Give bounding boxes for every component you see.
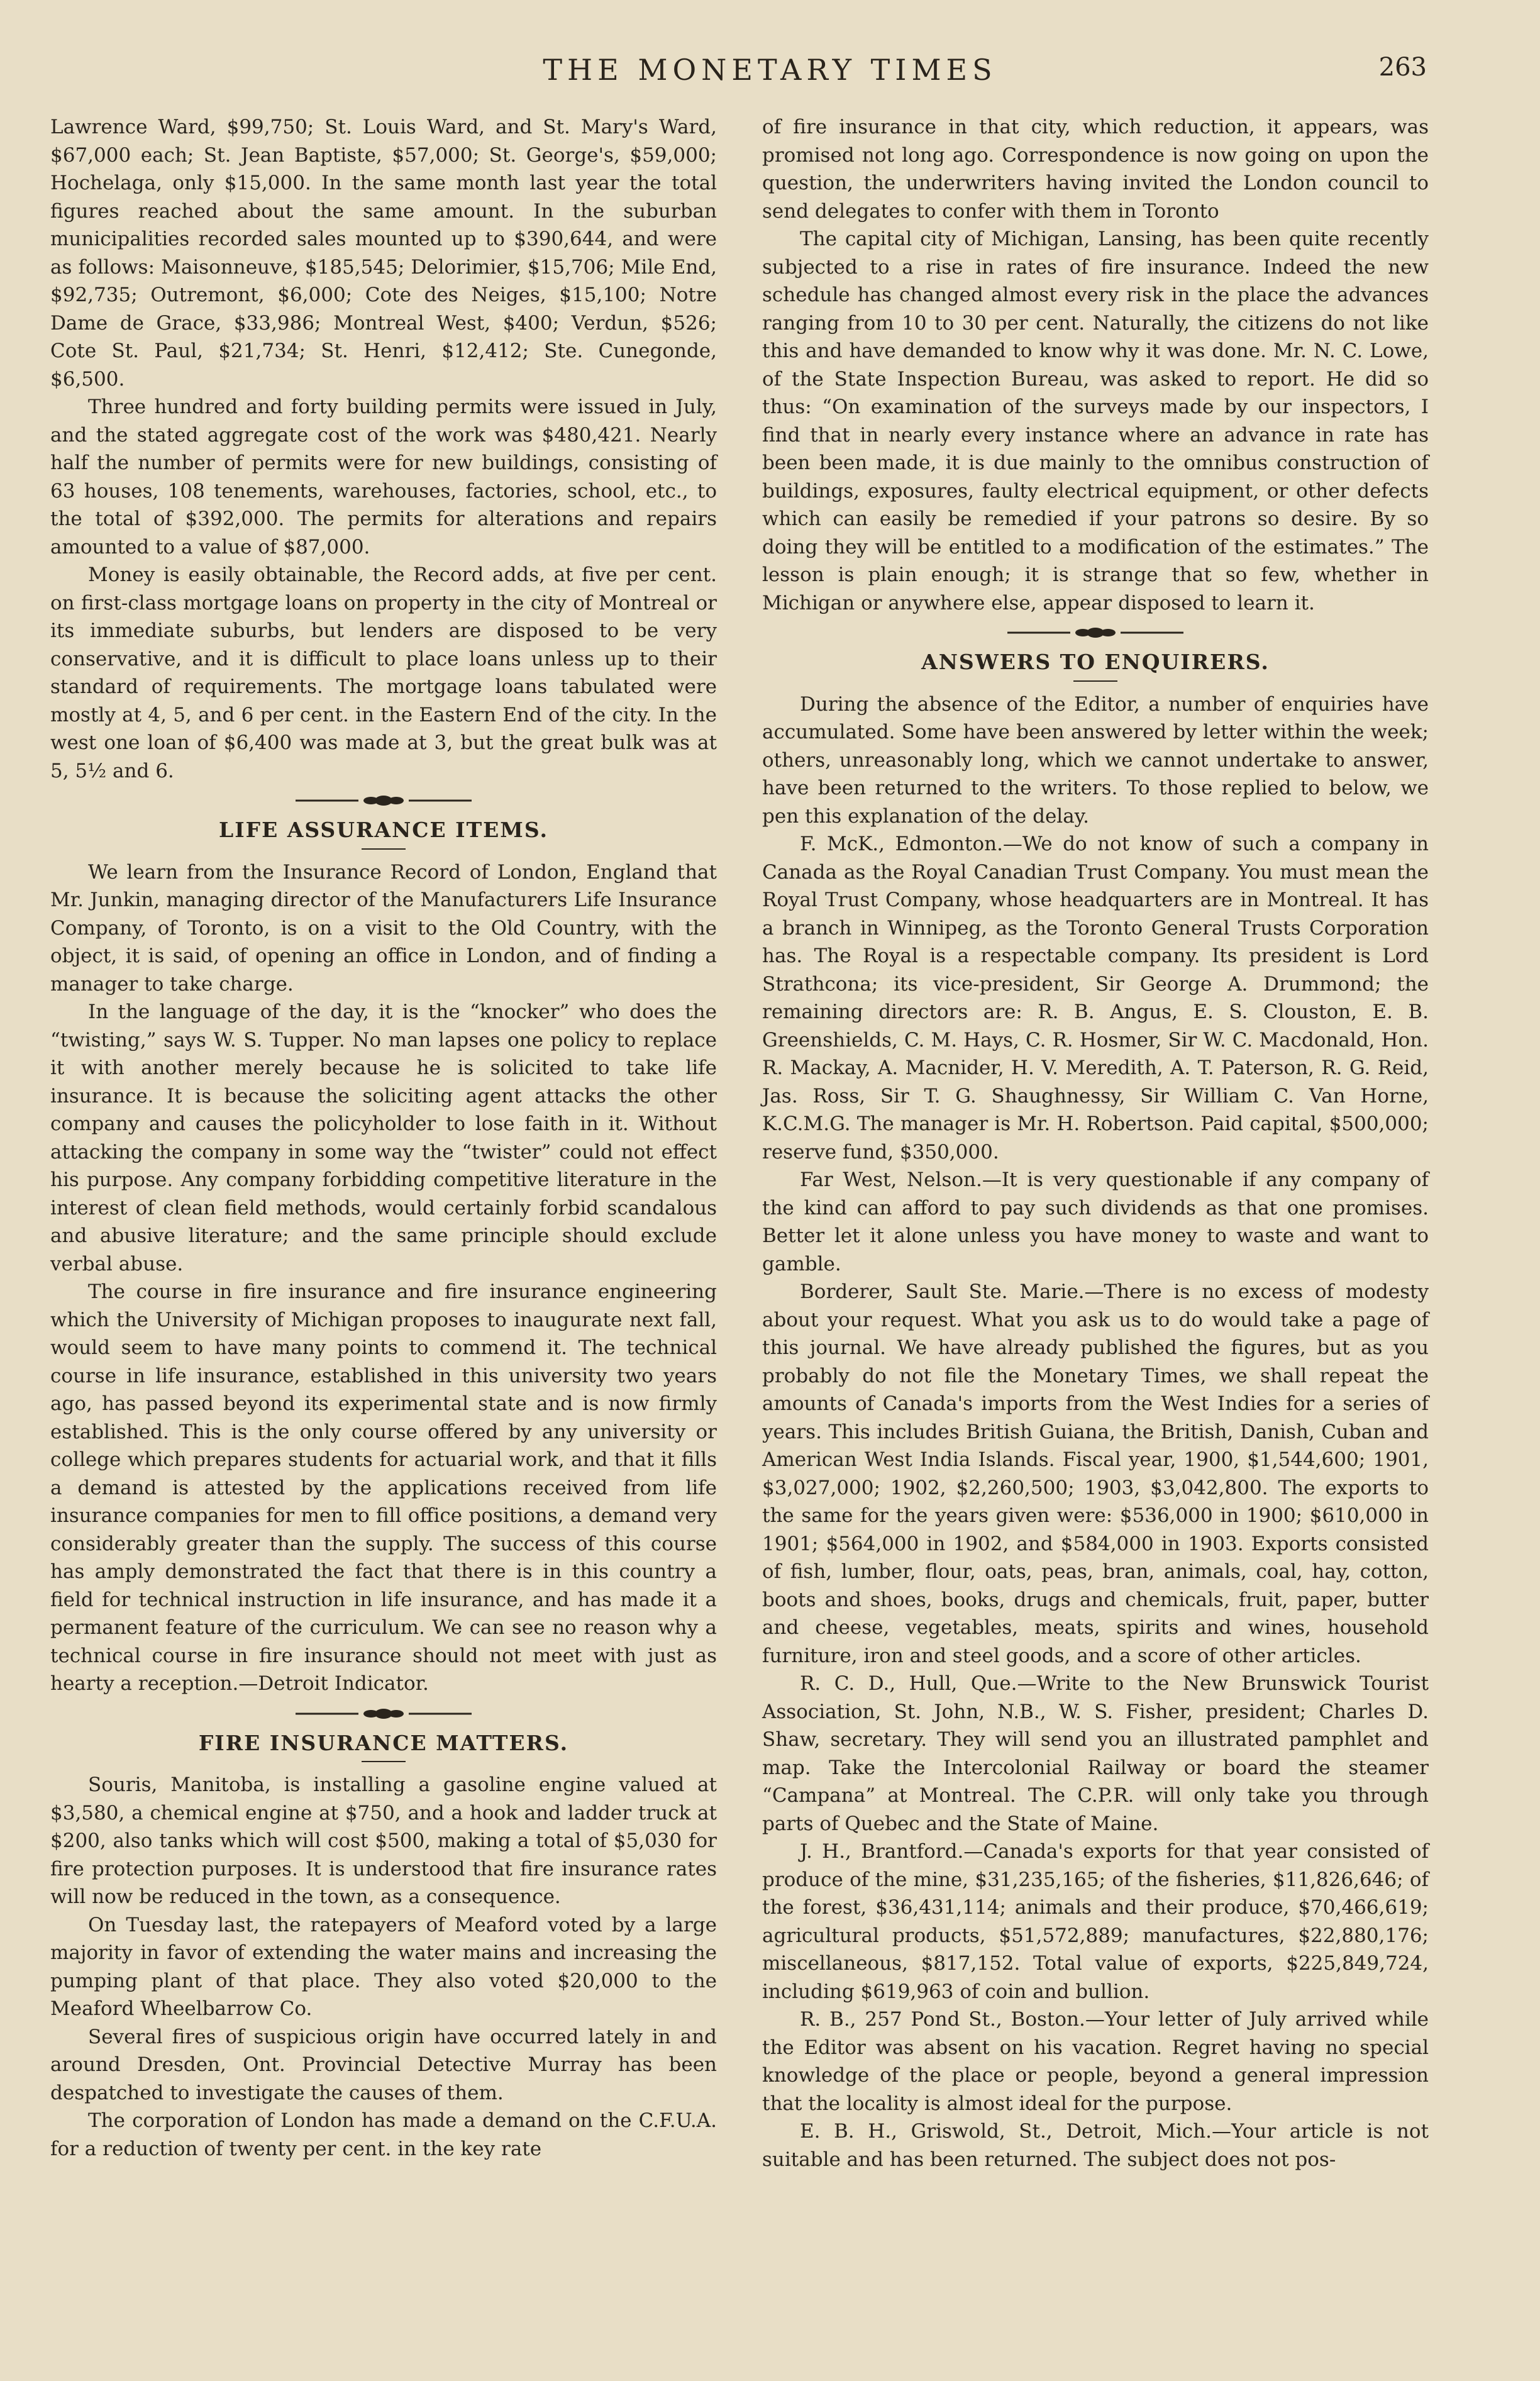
paragraph: Far West, Nelson.—It is very questionable if any company of the kind can afford to pay such dividends as that one promises. Better let it alone unless you have money to waste and want to gamble. <box>762 1168 1429 1275</box>
paragraph: The capital city of Michigan, Lansing, has been quite recently subjected to a rise in rates of fire insurance. Indeed the new schedule has changed almost every risk in the place the advances ranging from 10 to 30 per cent. Naturally, the citizens do not like this and have demanded to know why it was done. Mr. N. C. Lowe, of the State Inspection Bureau, was asked to report. He did so thus: “On examination of the surveys made by our inspectors, I find that in nearly every instance where an advance in rate has been been made, it is due mainly to the omnibus construction of buildings, exposures, faulty electrical equipment, or other defects which can easily be remedied if your patrons so desire. By so doing they will be entitled to a modification of the estimates.” The lesson is plain enough; it is strange that so few, whether in Michigan or anywhere else, appear disposed to learn it. <box>762 228 1429 614</box>
paragraph: Lawrence Ward, $99,750; St. Louis Ward, and St. Mary's Ward, $67,000 each; St. Jean Baptiste, $57,000; St. George's, $59,000; Hochelaga, only $15,000. In the same month last year the total figures reached about the same amount. In the suburban municipalities recorded sales mounted up to $390,644, and were as follows: Maisonneuve, $185,545; Delorimier, $15,706; Mile End, $92,735; Outremont, $6,000; Cote des Neiges, $15,100; Notre Dame de Grace, $33,986; Montreal West, $400; Verdun, $526; Cote St. Paul, $21,734; St. Henri, $12,412; Ste. Cunegonde, $6,500. <box>50 116 717 391</box>
paragraph: Three hundred and forty building permits were issued in July, and the stated aggregate cost of the work was $480,421. Nearly half the number of permits were for new buildings, consisting of 63 houses, 108 tenements, warehouses, factories, school, etc., to the total of $392,000. The permits for alterations and repairs amounted to a value of $87,000. <box>50 396 717 558</box>
masthead-title: THE MONETARY TIMES <box>543 53 997 87</box>
section-title-life-assurance: LIFE ASSURANCE ITEMS. <box>219 818 548 842</box>
section-title-answers: ANSWERS TO ENQUIRERS. <box>921 650 1270 674</box>
paragraph: The corporation of London has made a demand on the C.F.U.A. for a reduction of twenty per cent. in the key rate <box>50 2109 717 2160</box>
ornament-divider <box>289 794 478 808</box>
paragraph: E. B. H., Griswold, St., Detroit, Mich.—Your article is not suitable and has been returned. The subject does not pos- <box>762 2120 1429 2171</box>
paragraph: R. B., 257 Pond St., Boston.—Your letter of July arrived while the Editor was absent on his vacation. Regret having no special knowledge of the place or people, beyond a general impression that the locality is almost ideal for the purpose. <box>762 2008 1429 2115</box>
title-rule <box>1073 680 1117 682</box>
paragraph: J. H., Brantford.—Canada's exports for that year consisted of produce of the mine, $31,235,165; of the fisheries, $11,826,646; of the forest, $36,431,114; animals and their produce, $70,466,619; agricultural products, $51,572,889; manufactures, $22,880,176; miscellaneous, $817,152. Total value of exports, $225,849,724, including $619,963 of coin and bullion. <box>762 1840 1429 2003</box>
paragraph: Souris, Manitoba, is installing a gasoline engine valued at $3,580, a chemical engine at $750, and a hook and ladder truck at $200, also tanks which will cost $500, making a total of $5,030 for fire protection purposes. It is understood that fire insurance rates will now be reduced in the town, as a consequence. <box>50 1773 717 1908</box>
paragraph: Borderer, Sault Ste. Marie.—There is no excess of modesty about your request. What you ask us to do would take a page of this journal. We have already published the figures, but as you probably do not file the Monetary Times, we shall repeat the amounts of Canada's imports from the West Indies for a series of years. This includes British Guiana, the British, Danish, Cuban and American West India Islands. Fiscal year, 1900, $1,544,600; 1901, $3,027,000; 1902, $2,260,500; 1903, $3,042,800. The exports to the same for the years given were: $536,000 in 1900; $610,000 in 1901; $564,000 in 1902, and $584,000 in 1903. Exports consisted of fish, lumber, flour, oats, peas, bran, animals, coal, hay, cotton, boots and shoes, books, drugs and chemicals, fruit, paper, butter and cheese, vegetables, meats, spirits and wines, household furniture, iron and steel goods, and a score of other articles. <box>762 1280 1429 1667</box>
paragraph: Money is easily obtainable, the Record adds, at five per cent. on first-class mortgage loans on property in the city of Montreal or its immediate suburbs, but lenders are disposed to be very conservative, and it is difficult to place loans unless up to their standard of requirements. The mortgage loans tabulated were mostly at 4, 5, and 6 per cent. in the Eastern End of the city. In the west one loan of $6,400 was made at 3, but the great bulk was at 5, 5½ and 6. <box>50 563 717 782</box>
paragraph: The course in fire insurance and fire insurance engineering which the University of Michigan proposes to inaugurate next fall, would seem to have many points to commend it. The technical course in life insurance, established in this university two years ago, has passed beyond its experimental state and is now firmly established. This is the only course offered by any university or college which prepares students for actuarial work, and that it fills a demand is attested by the applications received from life insurance companies for men to fill office positions, a demand very considerably greater than the supply. The success of this course has amply demonstrated the fact that there is in this country a field for technical instruction in life insurance, and has made it a permanent feature of the curriculum. We can see no reason why a technical course in fire insurance should not meet with just as hearty a reception.—Detroit Indicator. <box>50 1280 717 1695</box>
paragraph: On Tuesday last, the ratepayers of Meaford voted by a large majority in favor of extending the water mains and increasing the pumping plant of that place. They also voted $20,000 to the Meaford Wheelbarrow Co. <box>50 1913 717 2020</box>
paragraph: During the absence of the Editor, a number of enquiries have accumulated. Some have been answered by letter within the week; others, unreasonably long, which we cannot undertake to answer, have been returned to the writers. To those replied to below, we pen this explanation of the delay. <box>762 692 1429 828</box>
title-rule <box>362 1761 406 1762</box>
page-number: 263 <box>1378 53 1427 82</box>
paragraph: F. McK., Edmonton.—We do not know of such a company in Canada as the Royal Canadian Trust Company. You must mean the Royal Trust Company, whose headquarters are in Montreal. It has a branch in Winnipeg, as the Toronto General Trusts Corporation has. The Royal is a respectable company. Its president is Lord Strathcona; its vice-president, Sir George A. Drummond; the remaining directors are: R. B. Angus, E. S. Clouston, E. B. Greenshields, C. M. Hays, C. R. Hosmer, Sir W. C. Macdonald, Hon. R. Mackay, A. Macnider, H. V. Meredith, A. T. Paterson, R. G. Reid, Jas. Ross, Sir T. G. Shaughnessy, Sir William C. Van Horne, K.C.M.G. The manager is Mr. H. Robertson. Paid capital, $500,000; reserve fund, $350,000. <box>762 833 1429 1163</box>
paragraph: Several fires of suspicious origin have occurred lately in and around Dresden, Ont. Provincial Detective Murray has been despatched to investigate the causes of them. <box>50 2025 717 2104</box>
left-column <box>50 113 717 2163</box>
paragraph: In the language of the day, it is the “knocker” who does the “twisting,” says W. S. Tupper. No man lapses one policy to replace it with another merely because he is solicited to take life insurance. It is because the soliciting agent attacks the other company and causes the policyholder to lose faith in it. Without attacking the company in some way the “twister” could not effect his purpose. Any company forbidding competitive literature in the interest of clean field methods, would certainly forbid scandalous and abusive literature; and the same principle should exclude verbal abuse. <box>50 1001 717 1275</box>
paragraph: of fire insurance in that city, which reduction, it appears, was promised not long ago. Correspondence is now going on upon the question, the underwriters having invited the London council to send delegates to confer with them in Toronto <box>762 116 1429 223</box>
ornament-divider <box>1001 626 1190 640</box>
title-rule <box>362 848 406 850</box>
paragraph: We learn from the Insurance Record of London, England that Mr. Junkin, managing director of the Manufacturers Life Insurance Company, of Toronto, is on a visit to the Old Country, with the object, it is said, of opening an office in London, and of finding a manager to take charge. <box>50 860 717 996</box>
page-header <box>0 53 1540 97</box>
ornament-divider <box>289 1707 478 1721</box>
paragraph: R. C. D., Hull, Que.—Write to the New Brunswick Tourist Association, St. John, N.B., W. S. Fisher, president; Charles D. Shaw, secretary. They will send you an illustrated pamphlet and map. Take the Intercolonial Railway or board the steamer “Campana” at Montreal. The C.P.R. will only take you through parts of Quebec and the State of Maine. <box>762 1672 1429 1835</box>
right-column <box>762 113 1429 2173</box>
section-title-fire-insurance: FIRE INSURANCE MATTERS. <box>198 1730 569 1755</box>
